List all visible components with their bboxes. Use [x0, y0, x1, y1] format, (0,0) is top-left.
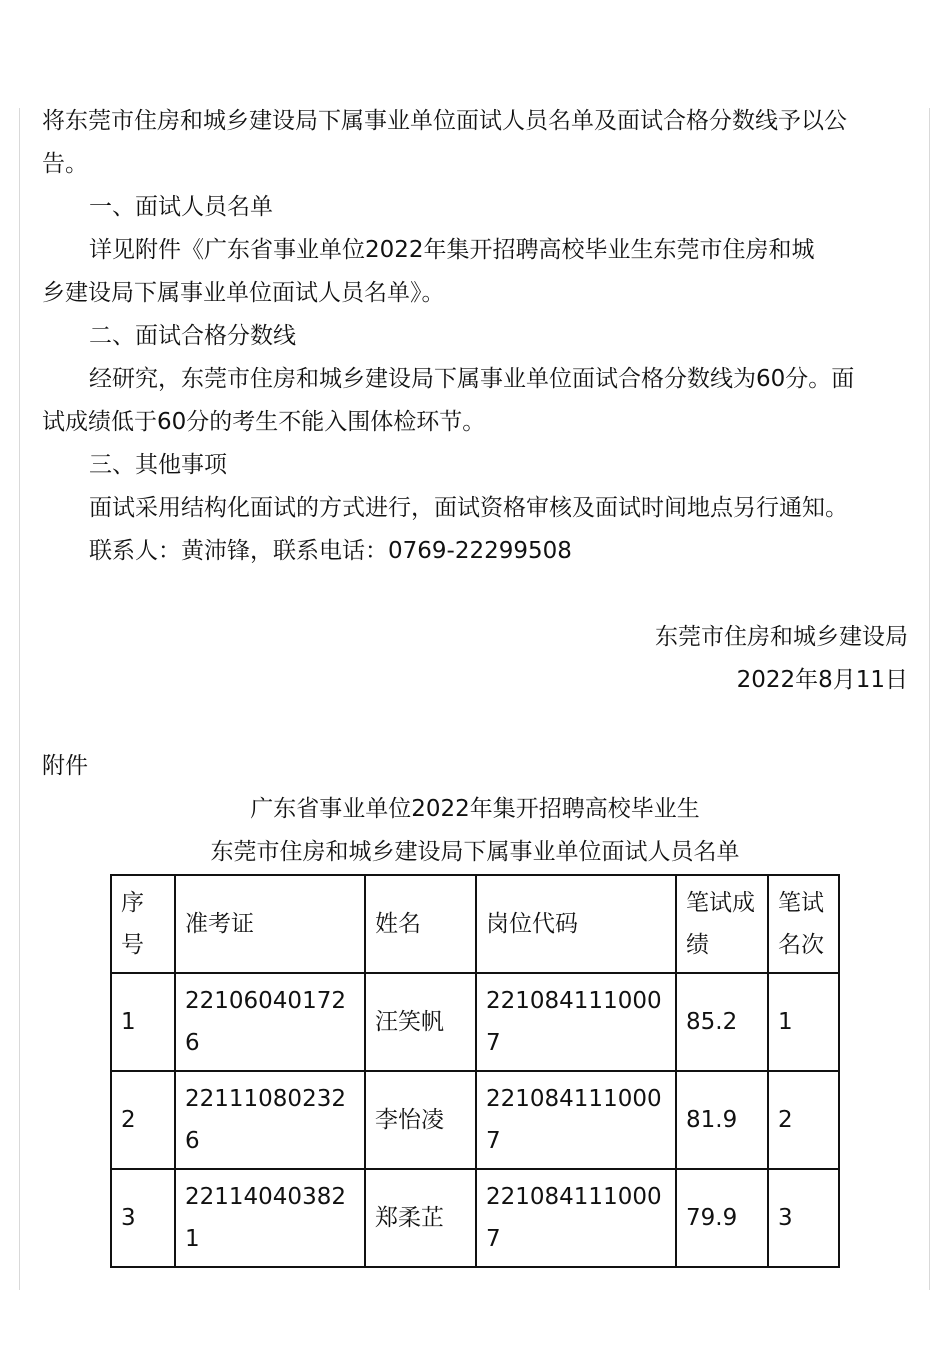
section-1-heading: 一、面试人员名单	[89, 194, 273, 220]
table-header-row	[111, 875, 839, 973]
header-score: 笔试成绩	[676, 875, 768, 973]
table-row	[111, 973, 839, 1071]
cell-ticket: 221140403821	[175, 1169, 365, 1267]
attachment-title-line-2: 东莞市住房和城乡建设局下属事业单位面试人员名单	[210, 839, 740, 865]
cell-post-code: 2210841110007	[476, 1169, 676, 1267]
section-2-line-2: 试成绩低于60分的考生不能入围体检环节。	[42, 409, 486, 435]
header-name: 姓名	[365, 875, 476, 973]
header-rank: 笔试名次	[768, 875, 839, 973]
section-3-heading: 三、其他事项	[89, 452, 227, 478]
page-border-left	[19, 108, 20, 1290]
contact-line: 联系人：黄沛锋，联系电话：0769-22299508	[89, 538, 572, 564]
cell-rank: 3	[768, 1169, 839, 1267]
cell-post-code: 2210841110007	[476, 1071, 676, 1169]
section-1-line-1: 详见附件《广东省事业单位2022年集开招聘高校毕业生东莞市住房和城	[89, 237, 815, 263]
section-1-line-2: 乡建设局下属事业单位面试人员名单》。	[42, 280, 445, 306]
cell-ticket: 221060401726	[175, 973, 365, 1071]
cell-ticket: 221110802326	[175, 1071, 365, 1169]
intro-line-1: 将东莞市住房和城乡建设局下属事业单位面试人员名单及面试合格分数线予以公	[42, 108, 847, 134]
section-3-line-1: 面试采用结构化面试的方式进行，面试资格审核及面试时间地点另行通知。	[89, 495, 848, 521]
cell-seq: 3	[111, 1169, 175, 1267]
header-ticket: 准考证	[175, 875, 365, 973]
attachment-label: 附件	[42, 753, 88, 779]
table-row	[111, 1169, 839, 1267]
cell-post-code: 2210841110007	[476, 973, 676, 1071]
cell-rank: 2	[768, 1071, 839, 1169]
page-border-right	[929, 108, 930, 1290]
cell-name: 郑柔芷	[365, 1169, 476, 1267]
cell-score: 79.9	[676, 1169, 768, 1267]
signature-org: 东莞市住房和城乡建设局	[655, 624, 908, 650]
table-row	[111, 1071, 839, 1169]
section-2-line-1: 经研究，东莞市住房和城乡建设局下属事业单位面试合格分数线为60分。面	[89, 366, 855, 392]
signature-date: 2022年8月11日	[736, 667, 908, 693]
header-seq: 序号	[111, 875, 175, 973]
attachment-title-line-1: 广东省事业单位2022年集开招聘高校毕业生	[250, 796, 700, 822]
cell-score: 85.2	[676, 973, 768, 1071]
header-post-code: 岗位代码	[476, 875, 676, 973]
section-2-heading: 二、面试合格分数线	[89, 323, 296, 349]
cell-name: 李怡凌	[365, 1071, 476, 1169]
cell-score: 81.9	[676, 1071, 768, 1169]
cell-name: 汪笑帆	[365, 973, 476, 1071]
cell-seq: 2	[111, 1071, 175, 1169]
cell-seq: 1	[111, 973, 175, 1071]
cell-rank: 1	[768, 973, 839, 1071]
interview-roster-table	[110, 874, 840, 1268]
intro-line-2: 告。	[42, 151, 88, 177]
